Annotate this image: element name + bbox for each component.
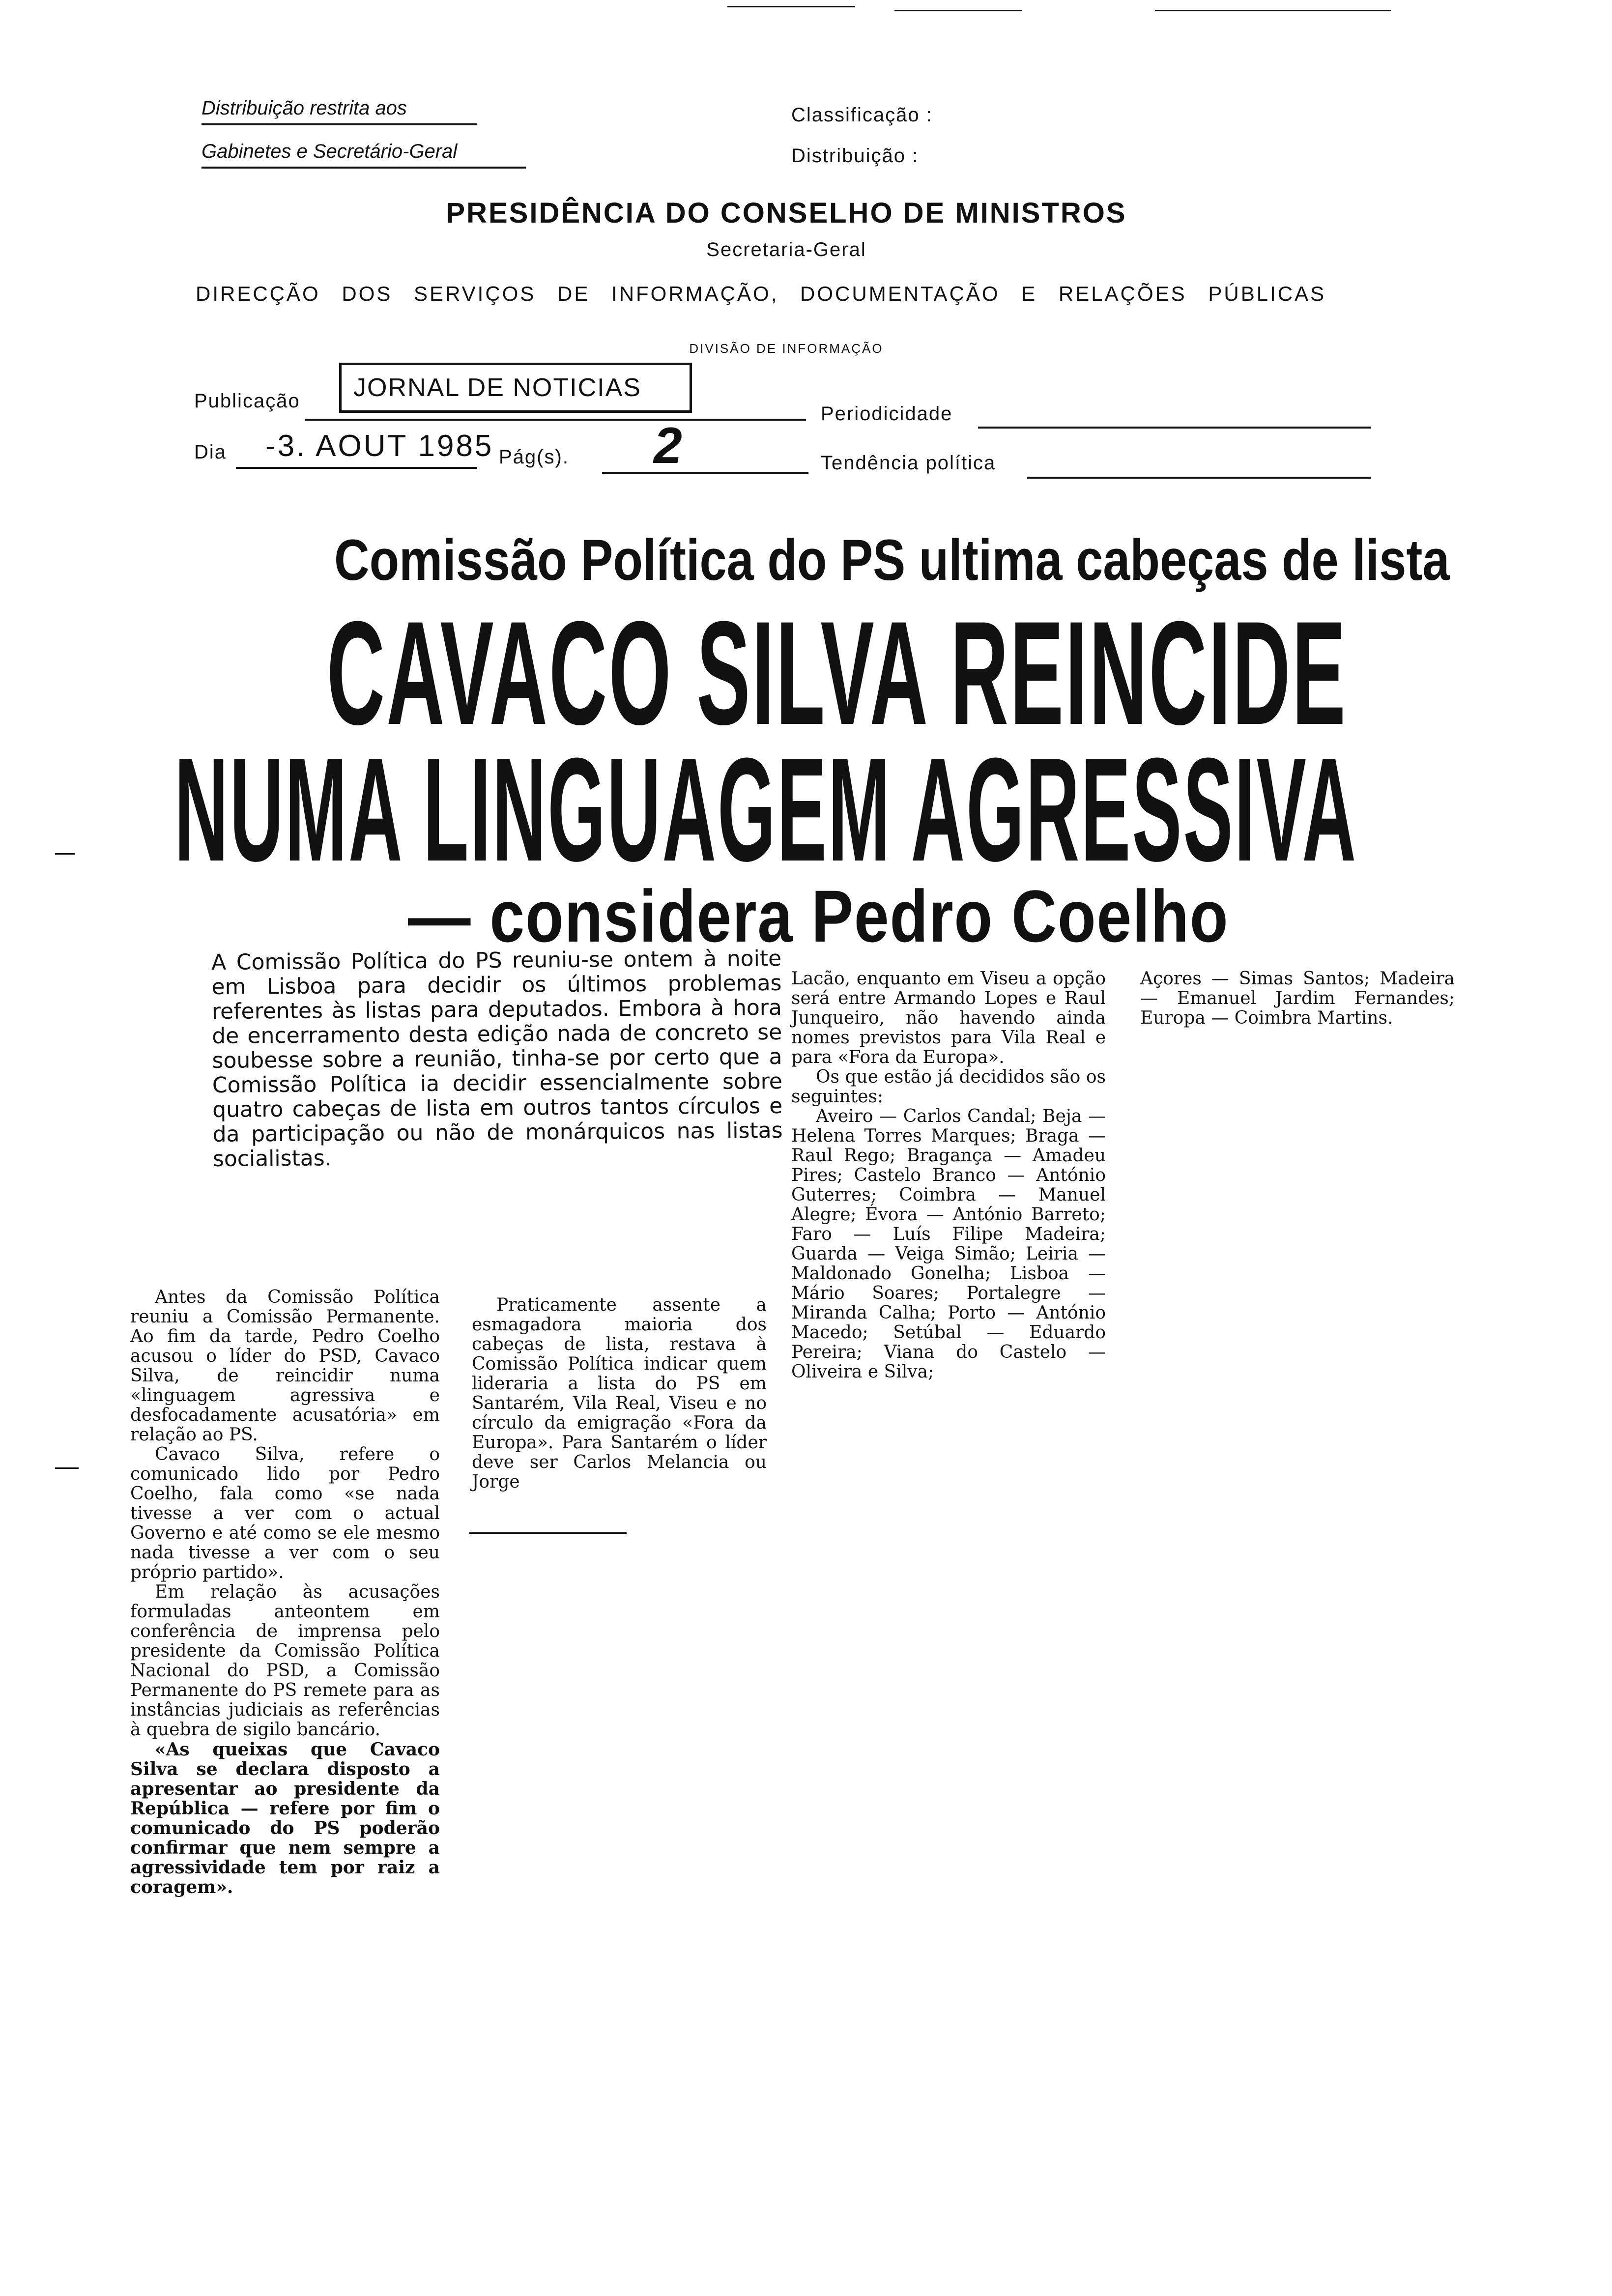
pag-label: Pág(s).	[499, 446, 569, 468]
column3-paragraph: Lacão, enquanto em Viseu a opção será entre Armando Lopes e Raul Junqueiro, não havendo ainda nomes previstos para Vila Real e para «Fora da Europa».	[791, 969, 1106, 1067]
division-name: DIVISÃO DE INFORMAÇÃO	[689, 341, 884, 356]
article-byline: — considera Pedro Coelho	[408, 875, 1229, 957]
column4-paragraph: Açores — Simas Santos; Madeira — Emanuel Jardim Fernandes; Europa — Coimbra Martins.	[1140, 969, 1455, 1028]
column1-paragraph: Cavaco Silva, refere o comunicado lido por Pedro Coelho, fala como «se nada tivesse a ver com o actual Governo e até como se ele mesmo nada tivesse a ver com o seu próprio partido».	[130, 1444, 440, 1582]
article-headline-line1: CAVACO SILVA REINCIDE	[327, 590, 1348, 755]
publicacao-label: Publicação	[194, 390, 300, 412]
column1-paragraph: «As queixas que Cavaco Silva se declara disposto a apresentar ao presidente da República — refere por fim o comunicado do PS poderão confirmar que nem sempre a agressividade tem por raiz a coragem».	[130, 1739, 440, 1897]
scan-streak	[1155, 10, 1391, 11]
date-stamp: -3. AOUT 1985	[265, 429, 494, 463]
article-column-2	[472, 1295, 767, 1492]
department-name: DIRECÇÃO DOS SERVIÇOS DE INFORMAÇÃO, DOCUMENTAÇÃO E RELAÇÕES PÚBLICAS	[196, 282, 1326, 305]
column1-paragraph: Antes da Comissão Política reuniu a Comissão Permanente. Ao fim da tarde, Pedro Coelho acusou o líder do PSD, Cavaco Silva, de reincidir numa «linguagem agressiva e desfocadamente acusatória» em relação ao PS.	[130, 1287, 440, 1445]
scan-streak	[894, 10, 1022, 11]
article-kicker: Comissão Política do PS ultima cabeças de lista	[334, 528, 1450, 593]
column3-paragraph: Os que estão já decididos são os seguintes:	[791, 1067, 1106, 1107]
pag-line	[602, 472, 808, 474]
distribuicao-label: Distribuição :	[791, 145, 919, 167]
publicacao-line	[305, 419, 806, 421]
article-lead-paragraph: A Comissão Política do PS reuniu-se ontem à noite em Lisboa para decidir os últimos problemas referentes às listas para deputados. Embora à hora de encerramento desta edição nada de concreto se soubesse sobre a reunião, tinha-se por certo que a Comissão Política ia decidir essencialmente sobre quatro cabeças de lista em outros tantos círculos e da participação ou não de monárquicos nas listas socialistas.	[211, 946, 783, 1172]
organization-name: PRESIDÊNCIA DO CONSELHO DE MINISTROS	[446, 197, 1127, 229]
column2-end-rule	[469, 1532, 627, 1534]
column1-paragraph: Em relação às acusações formuladas anteontem em conferência de imprensa pelo presidente da Comissão Política Nacional do PSD, a Comissão Permanente do PS remete para as instâncias judiciais as referências à quebra de sigilo bancário.	[130, 1582, 440, 1740]
article-column-4	[1140, 969, 1455, 1028]
article-headline-line2: NUMA LINGUAGEM AGRESSIVA	[174, 727, 1357, 892]
scan-mark	[55, 853, 75, 855]
dia-label: Dia	[194, 441, 227, 463]
page-number-handwritten: 2	[654, 417, 684, 474]
scan-streak	[727, 6, 855, 7]
tendencia-label: Tendência política	[821, 452, 996, 474]
classificacao-label: Classificação :	[791, 104, 933, 126]
column3-paragraph: Aveiro — Carlos Candal; Beja — Helena Torres Marques; Braga — Raul Rego; Bragança — Amadeu Pires; Castelo Branco — António Guterres; Coimbra — Manuel Alegre; Évora — António Barreto; Faro — Luís Filipe Madeira; Guarda — Veiga Simão; Leiria — Maldonado Gonelha; Lisboa — Mário Soares; Portalegre — Miranda Calha; Porto — António Macedo; Setúbal — Eduardo Pereira; Viana do Castelo — Oliveira e Silva;	[791, 1106, 1106, 1382]
article-column-1	[130, 1288, 440, 1897]
publication-name-box: JORNAL DE NOTICIAS	[339, 363, 692, 413]
scan-mark	[55, 1467, 79, 1469]
periodicidade-label: Periodicidade	[821, 403, 953, 425]
article-column-3	[791, 969, 1106, 1382]
dia-line	[236, 467, 477, 469]
column2-paragraph: Praticamente assente a esmagadora maioria dos cabeças de lista, restava à Comissão Política indicar quem lideraria a lista do PS em Santarém, Vila Real, Viseu e no círculo da emigração «Fora da Europa». Para Santarém o líder deve ser Carlos Melancia ou Jorge	[472, 1295, 767, 1492]
periodicidade-line	[978, 427, 1371, 429]
organization-subtitle: Secretaria-Geral	[706, 239, 866, 260]
distribution-note-line2: Gabinetes e Secretário-Geral	[202, 141, 526, 169]
tendencia-line	[1027, 477, 1371, 479]
distribution-note-line1: Distribuição restrita aos	[202, 97, 477, 125]
